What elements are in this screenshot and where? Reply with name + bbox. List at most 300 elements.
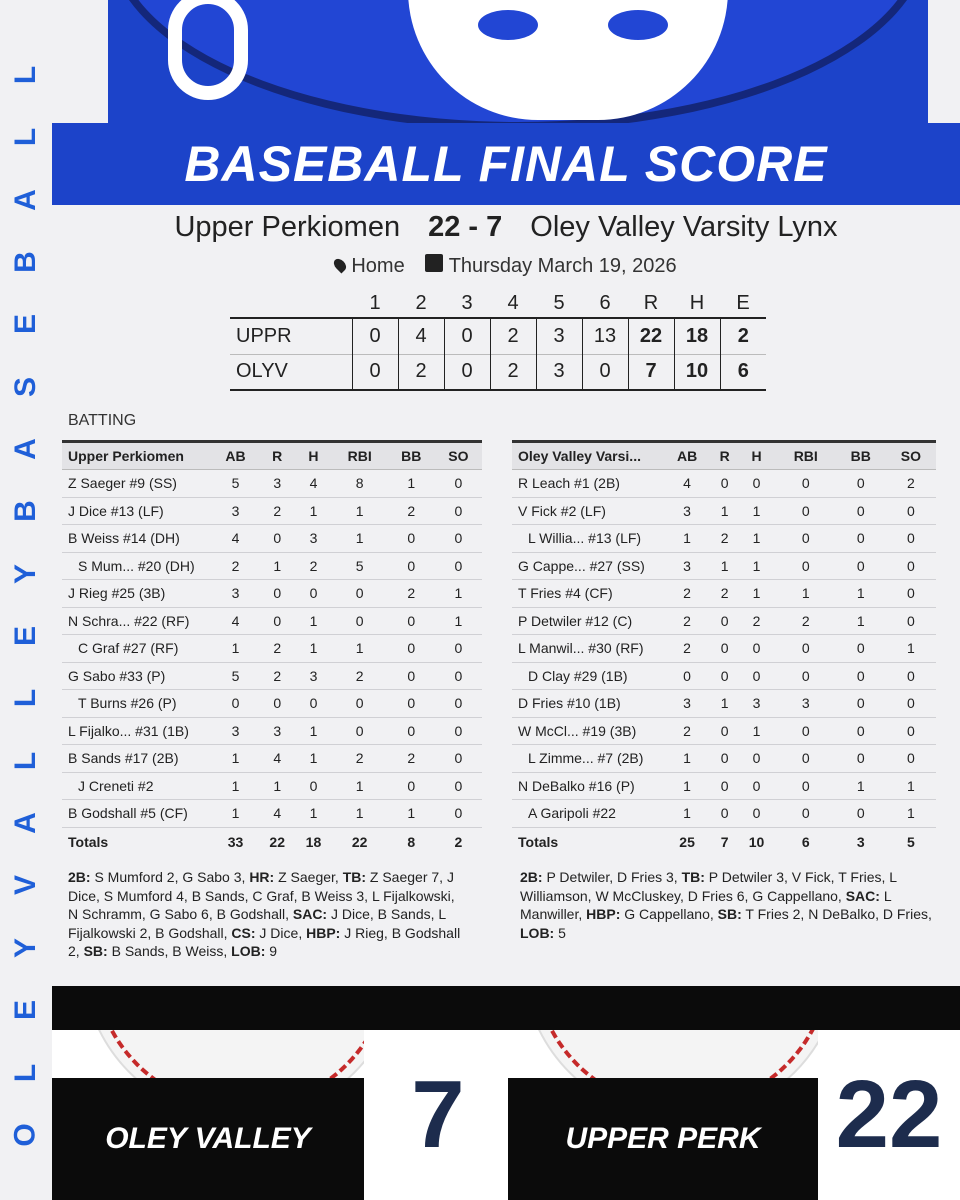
linescore-r: 22 (628, 318, 674, 354)
totals-cell: 5 (907, 834, 915, 851)
box-col-header: SO (435, 442, 482, 470)
stat-cell: 1 (662, 800, 712, 828)
stat-cell: 2 (332, 662, 388, 690)
stat-cell: 1 (737, 525, 776, 553)
player-name: N DeBalko #16 (P) (512, 772, 662, 800)
note-text: 9 (265, 943, 278, 960)
bottom-band (52, 986, 960, 1030)
stat-cell: 0 (886, 690, 936, 718)
totals-cell: 6 (801, 834, 810, 851)
stat-cell: 0 (388, 690, 435, 718)
stat-cell: 1 (662, 745, 712, 773)
player-name: V Fick #2 (LF) (512, 497, 662, 525)
stat-cell: 0 (737, 662, 776, 690)
note-label: LOB: (520, 924, 555, 941)
player-name: G Cappe... #27 (SS) (512, 552, 662, 580)
stat-cell: 0 (737, 470, 776, 498)
note-label: TB: (681, 869, 705, 885)
linescore-inning: 0 (444, 354, 490, 390)
table-row (62, 800, 482, 828)
side-letter: Y (8, 937, 42, 958)
stat-cell: 1 (435, 607, 482, 635)
stat-cell: 0 (332, 580, 388, 608)
side-letter: L (8, 65, 42, 85)
page-title: BASEBALL FINAL SCORE (184, 136, 828, 192)
box-col-header: RBI (332, 442, 388, 470)
stat-cell: 1 (212, 772, 259, 800)
stat-cell: 2 (662, 635, 712, 663)
stat-cell: 2 (295, 552, 331, 580)
stat-cell: 3 (259, 717, 295, 745)
stat-cell: 0 (776, 772, 836, 800)
totals-cell: 18 (305, 834, 322, 851)
stat-cell: 3 (776, 690, 836, 718)
table-row (512, 690, 936, 718)
stat-cell: 0 (388, 635, 435, 663)
stat-cell: 1 (295, 745, 331, 773)
note-label: LOB: (231, 943, 266, 960)
stat-cell: 0 (886, 552, 936, 580)
box-col-header: R (712, 442, 737, 470)
linescore-inning: 0 (352, 354, 398, 390)
stat-cell: 1 (886, 800, 936, 828)
note-text: L Manwiller, (520, 887, 892, 923)
stat-cell: 0 (712, 662, 737, 690)
box-team-header: Upper Perkiomen (62, 442, 212, 470)
stat-cell: 0 (435, 772, 482, 800)
table-row (512, 662, 936, 690)
stat-cell: 0 (435, 635, 482, 663)
side-letter: A (8, 188, 42, 211)
stat-cell: 1 (737, 717, 776, 745)
stat-cell: 5 (212, 662, 259, 690)
stat-cell: 2 (259, 662, 295, 690)
note-label: HBP: (306, 924, 341, 941)
stat-cell: 0 (259, 580, 295, 608)
table-row (62, 662, 482, 690)
linescore-col-header: R (643, 292, 659, 314)
stat-cell: 0 (259, 607, 295, 635)
player-name: B Weiss #14 (DH) (62, 525, 212, 553)
stat-cell: 1 (737, 552, 776, 580)
side-letter: L (8, 689, 42, 708)
stat-cell: 0 (435, 497, 482, 525)
stat-cell: 1 (388, 470, 435, 498)
stat-cell: 0 (836, 525, 886, 553)
stat-cell: 0 (388, 607, 435, 635)
table-row (512, 800, 936, 828)
table-row (62, 580, 482, 608)
stat-cell: 1 (886, 772, 936, 800)
linescore-col-header: 5 (553, 292, 565, 314)
stat-cell: 0 (712, 800, 737, 828)
table-row (512, 552, 936, 580)
linescore-col-header: H (689, 292, 705, 314)
note-label: SAC: (845, 887, 880, 904)
stat-cell: 3 (212, 497, 259, 525)
stat-cell: 2 (259, 497, 295, 525)
stat-cell: 1 (295, 607, 331, 635)
game-meta (52, 252, 960, 280)
right-team-score: 22 (835, 1061, 943, 1168)
table-row (512, 580, 936, 608)
stat-cell: 5 (332, 552, 388, 580)
player-name: T Fries #4 (CF) (512, 580, 662, 608)
stat-cell: 0 (295, 690, 331, 718)
stat-cell: 0 (295, 580, 331, 608)
side-letter: O (9, 1123, 42, 1147)
stat-cell: 0 (388, 525, 435, 553)
linescore-row (230, 354, 766, 390)
stat-cell: 0 (737, 635, 776, 663)
table-row (512, 717, 936, 745)
note-label: SAC: (292, 906, 328, 923)
stat-cell: 0 (435, 470, 482, 498)
calendar-icon (425, 254, 443, 272)
linescore-col-header: E (736, 292, 750, 314)
note-text: S Mumford 2, G Sabo 3, (90, 869, 250, 885)
stat-cell: 1 (776, 580, 836, 608)
table-row (62, 635, 482, 663)
date-text: Thursday March 19, 2026 (448, 255, 677, 277)
totals-cell: 25 (679, 834, 695, 851)
stat-cell: 1 (259, 772, 295, 800)
box-col-header: R (259, 442, 295, 470)
player-name: G Sabo #33 (P) (62, 662, 212, 690)
linescore-header (230, 290, 766, 318)
stat-cell: 0 (776, 525, 836, 553)
stat-cell: 4 (259, 800, 295, 828)
stat-cell: 2 (662, 580, 712, 608)
stat-cell: 1 (712, 497, 737, 525)
stat-cell: 1 (295, 635, 331, 663)
stat-cell: 0 (886, 580, 936, 608)
stat-cell: 0 (737, 745, 776, 773)
totals-label: Totals (68, 834, 109, 851)
stat-cell: 0 (836, 470, 886, 498)
stat-cell: 0 (712, 470, 737, 498)
side-letter: L (8, 1063, 42, 1082)
box-col-header: BB (388, 442, 435, 470)
linescore-row (230, 318, 766, 354)
note-text: 5 (554, 924, 566, 941)
stat-cell: 2 (776, 607, 836, 635)
player-name: J Dice #13 (LF) (62, 497, 212, 525)
side-letter: L (8, 128, 42, 147)
note-text: G Cappellano, (620, 906, 718, 923)
stat-cell: 4 (259, 745, 295, 773)
linescore-team: OLYV (230, 354, 352, 390)
stat-cell: 1 (295, 717, 331, 745)
note-text: J Rieg, B Godshall 2, (68, 924, 461, 960)
note-label: 2B: (520, 869, 543, 885)
stat-cell: 0 (388, 772, 435, 800)
player-name: P Detwiler #12 (C) (512, 607, 662, 635)
box-col-header: H (737, 442, 776, 470)
stat-cell: 0 (836, 800, 886, 828)
away-team-name: Oley Valley Varsity Lynx (530, 211, 838, 243)
stat-cell: 2 (212, 552, 259, 580)
box-header (62, 442, 482, 470)
linescore-table (230, 290, 766, 391)
stat-cell: 3 (212, 717, 259, 745)
stat-cell: 1 (332, 525, 388, 553)
stat-cell: 2 (712, 580, 737, 608)
stat-cell: 0 (776, 800, 836, 828)
note-label: CS: (231, 924, 256, 941)
note-text: P Detwiler 3, V Fick, T Fries, L Williamson, W McCluskey, D Fries 6, G Cappellano, (520, 869, 897, 904)
totals-cell: 8 (407, 834, 416, 851)
location (335, 255, 404, 278)
linescore-inning: 2 (490, 318, 536, 354)
team-logo (108, 0, 928, 125)
table-row (62, 745, 482, 773)
stat-cell: 0 (295, 772, 331, 800)
table-row (512, 745, 936, 773)
table-row (62, 525, 482, 553)
stat-cell: 1 (212, 635, 259, 663)
note-label: HBP: (586, 906, 621, 923)
stat-cell: 0 (886, 662, 936, 690)
linescore-col-header: 2 (415, 292, 427, 314)
stat-cell: 1 (332, 497, 388, 525)
right-team-label (508, 1078, 818, 1200)
stat-cell: 3 (295, 662, 331, 690)
linescore-r: 7 (628, 354, 674, 390)
note-text: P Detwiler, D Fries 3, (542, 869, 682, 885)
linescore-inning: 2 (398, 354, 444, 390)
player-name: D Fries #10 (1B) (512, 690, 662, 718)
away-notes (520, 868, 940, 942)
totals-cell: 33 (227, 834, 244, 851)
stat-cell: 0 (886, 607, 936, 635)
stat-cell: 2 (388, 580, 435, 608)
matchup (52, 205, 960, 250)
stat-cell: 0 (886, 717, 936, 745)
stat-cell: 2 (712, 525, 737, 553)
linescore-e: 6 (720, 354, 766, 390)
home-team-name: Upper Perkiomen (174, 211, 401, 243)
stat-cell: 0 (836, 552, 886, 580)
linescore-inning: 0 (582, 354, 628, 390)
box-col-header: AB (662, 442, 712, 470)
table-row (512, 635, 936, 663)
stat-cell: 1 (332, 772, 388, 800)
player-name: B Godshall #5 (CF) (62, 800, 212, 828)
stat-cell: 0 (212, 690, 259, 718)
stat-cell: 1 (737, 580, 776, 608)
stat-cell: 0 (712, 607, 737, 635)
table-row (512, 525, 936, 553)
away-box-score (512, 440, 936, 857)
stat-cell: 0 (836, 690, 886, 718)
side-letter: A (8, 438, 42, 460)
stat-cell: 0 (435, 662, 482, 690)
stat-cell: 2 (886, 470, 936, 498)
side-letter: Y (8, 563, 42, 584)
stat-cell: 8 (332, 470, 388, 498)
totals-cell: 3 (856, 834, 865, 851)
note-label: SB: (717, 906, 742, 923)
final-score: 22 - 7 (428, 211, 503, 243)
totals-cell: 7 (720, 834, 729, 851)
linescore-inning: 3 (536, 318, 582, 354)
home-notes (68, 868, 468, 961)
stat-cell: 0 (332, 717, 388, 745)
stat-cell: 1 (712, 690, 737, 718)
stat-cell: 0 (776, 552, 836, 580)
stat-cell: 0 (388, 717, 435, 745)
stat-cell: 1 (712, 552, 737, 580)
player-name: N Schra... #22 (RF) (62, 607, 212, 635)
stat-cell: 5 (212, 470, 259, 498)
stat-cell: 3 (212, 580, 259, 608)
linescore-inning: 3 (536, 354, 582, 390)
stat-cell: 2 (662, 717, 712, 745)
linescore-h: 18 (674, 318, 720, 354)
player-name: L Zimme... #7 (2B) (512, 745, 662, 773)
stat-cell: 0 (332, 690, 388, 718)
stat-cell: 0 (712, 717, 737, 745)
stat-cell: 0 (836, 635, 886, 663)
side-letter: L (8, 751, 42, 770)
player-name: J Creneti #2 (62, 772, 212, 800)
stat-cell: 1 (435, 580, 482, 608)
player-name: C Graf #27 (RF) (62, 635, 212, 663)
stat-cell: 0 (259, 690, 295, 718)
box-col-header: H (295, 442, 331, 470)
box-header (512, 442, 936, 470)
stat-cell: 2 (332, 745, 388, 773)
box-col-header: AB (212, 442, 259, 470)
stat-cell: 1 (259, 552, 295, 580)
stat-cell: 3 (259, 470, 295, 498)
stat-cell: 4 (662, 470, 712, 498)
stat-cell: 0 (776, 635, 836, 663)
stat-cell: 0 (435, 745, 482, 773)
side-letter: E (8, 626, 42, 647)
stat-cell: 0 (332, 607, 388, 635)
stat-cell: 1 (332, 800, 388, 828)
player-name: L Fijalko... #31 (1B) (62, 717, 212, 745)
stat-cell: 3 (662, 690, 712, 718)
stat-cell: 0 (435, 525, 482, 553)
side-letter: S (8, 376, 42, 397)
stat-cell: 2 (388, 497, 435, 525)
stat-cell: 3 (737, 690, 776, 718)
linescore-h: 10 (674, 354, 720, 390)
table-row (62, 772, 482, 800)
totals-row (512, 827, 936, 857)
player-name: B Sands #17 (2B) (62, 745, 212, 773)
left-team-label (52, 1078, 364, 1200)
stat-cell: 2 (388, 745, 435, 773)
stat-cell: 3 (662, 497, 712, 525)
box-col-header: RBI (776, 442, 836, 470)
stat-cell: 0 (435, 690, 482, 718)
stat-cell: 0 (776, 717, 836, 745)
linescore-inning: 0 (352, 318, 398, 354)
stat-cell: 0 (776, 662, 836, 690)
stat-cell: 1 (295, 800, 331, 828)
stat-cell: 0 (886, 497, 936, 525)
stat-cell: 2 (259, 635, 295, 663)
side-vertical-text (0, 60, 52, 1150)
date (425, 254, 677, 278)
linescore-col-header: 6 (599, 292, 611, 314)
location-pin-icon (332, 256, 349, 273)
totals-cell: 22 (269, 834, 285, 851)
location-text: Home (351, 254, 405, 277)
note-label: 2B: (68, 869, 91, 885)
stat-cell: 0 (886, 745, 936, 773)
stat-cell: 1 (388, 800, 435, 828)
player-name: L Willia... #13 (LF) (512, 525, 662, 553)
stat-cell: 0 (712, 745, 737, 773)
player-name: W McCl... #19 (3B) (512, 717, 662, 745)
player-name: J Rieg #25 (3B) (62, 580, 212, 608)
stat-cell: 0 (836, 745, 886, 773)
table-row (62, 607, 482, 635)
linescore-inning: 4 (398, 318, 444, 354)
note-label: HR: (249, 869, 275, 885)
note-text: Z Saeger, (274, 869, 343, 885)
linescore-inning: 13 (582, 318, 628, 354)
totals-label: Totals (518, 834, 559, 851)
table-row (512, 497, 936, 525)
stat-cell: 0 (259, 525, 295, 553)
totals-cell: 2 (454, 834, 463, 851)
player-name: S Mum... #20 (DH) (62, 552, 212, 580)
side-letter: A (8, 812, 42, 834)
stat-cell: 0 (388, 552, 435, 580)
table-row (62, 552, 482, 580)
table-row (512, 772, 936, 800)
stat-cell: 0 (388, 662, 435, 690)
batting-label: BATTING (68, 412, 137, 429)
note-text: J Dice, B Sands, L Fijalkowski 2, B Godshall, (68, 906, 446, 941)
linescore-inning: 2 (490, 354, 536, 390)
stat-cell: 0 (836, 497, 886, 525)
stat-cell: 4 (295, 470, 331, 498)
note-label: TB: (342, 869, 367, 885)
box-col-header: SO (886, 442, 936, 470)
side-letter: B (8, 500, 42, 523)
stat-cell: 4 (212, 525, 259, 553)
player-name: T Burns #26 (P) (62, 690, 212, 718)
stat-cell: 4 (212, 607, 259, 635)
stat-cell: 0 (435, 800, 482, 828)
stat-cell: 3 (295, 525, 331, 553)
note-text: T Fries 2, N DeBalko, D Fries, (741, 906, 932, 923)
home-box-score (62, 440, 482, 857)
note-text: B Sands, B Weiss, (107, 943, 232, 960)
table-row (512, 470, 936, 498)
stat-cell: 1 (737, 497, 776, 525)
player-name: Z Saeger #9 (SS) (62, 470, 212, 498)
side-letter: B (8, 251, 42, 273)
note-text: Z Saeger 7, J Dice, S Mumford 4, B Sands, C Graf, B Weiss 3, L Fijalkowski, N Schramm, G Sabo 6, B Godshall, (68, 869, 455, 923)
stat-cell: 3 (662, 552, 712, 580)
stat-cell: 1 (212, 800, 259, 828)
note-text: J Dice, (255, 924, 307, 941)
linescore-e: 2 (720, 318, 766, 354)
table-row (62, 717, 482, 745)
stat-cell: 0 (737, 800, 776, 828)
note-label: SB: (83, 943, 108, 960)
stat-cell: 0 (712, 635, 737, 663)
linescore-inning: 0 (444, 318, 490, 354)
